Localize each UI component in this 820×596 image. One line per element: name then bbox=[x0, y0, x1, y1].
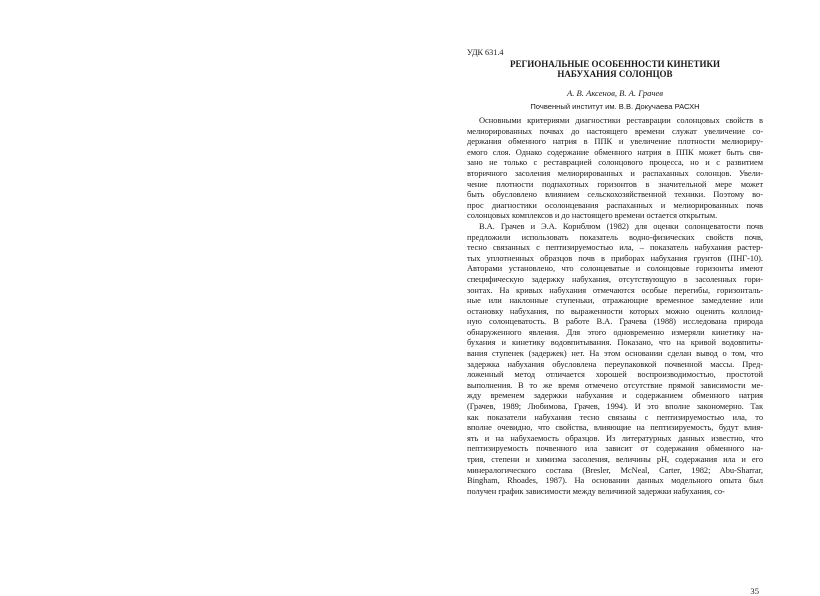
paragraph-line: ную солонцеватость. В работе В.А. Грачева (1988) исследована природа bbox=[467, 316, 763, 327]
authors: А. В. Аксенов, В. А. Грачев bbox=[566, 88, 663, 98]
paragraph-line: вторичного засоления мелиорированных и распаханных солонцов. Увели- bbox=[467, 167, 763, 178]
paragraph-line: зонтах. На кривых набухания отмечаются особые перегибы, горизонталь- bbox=[467, 284, 763, 295]
paragraph-line: как показатели набухания тесно связаны с пептизируемостью ила, то bbox=[467, 411, 763, 422]
paragraph-line: трия, степени и химизма засоления, величины pH, содержания ила и его bbox=[467, 454, 763, 464]
left-blank-page bbox=[0, 0, 410, 580]
udc-code: УДК 631.4 bbox=[467, 48, 504, 57]
paragraph-line: бухания и кинетику водовпитывания. Показано, что на кривой водовпиты- bbox=[467, 337, 763, 348]
paragraph-line: Авторами установлено, что солонцеватые и солонцовые горизонты имеют bbox=[467, 263, 763, 274]
paragraph-line: получен график зависимости между величиной задержки набухания, со- bbox=[467, 485, 725, 496]
body-text bbox=[467, 115, 763, 496]
paragraph-line: солонцовых комплексов и до настоящего времени остается открытым. bbox=[467, 210, 718, 221]
paragraph-line: остановку набухания, по выраженности которых можно оценить коллоид- bbox=[467, 305, 763, 316]
paragraph-line: задержка набухания обусловлена переупаковкой почвенной массы. Пред- bbox=[467, 358, 763, 369]
paragraph-line: предложили использовать показатель водно-физических свойств почв, bbox=[467, 231, 763, 242]
paragraph-line: обнаруженного явления. Для этого одновременно измеряли кинетику на- bbox=[467, 326, 763, 337]
article-page bbox=[467, 48, 763, 596]
article-title bbox=[467, 59, 763, 79]
paragraph-line: В.А. Грачев и Э.А. Корнблюм (1982) для оценки солонцеватости почв bbox=[479, 220, 763, 231]
paragraph-line: емого слоя. Однако содержание обменного натрия в ППК может быть свя- bbox=[467, 146, 763, 157]
paragraph-line: минералогического состава (Bresler, McNeal, Carter, 1982; Abu-Sharrar, bbox=[467, 464, 763, 475]
paragraph-line: мелиорированных почвах до настоящего времени служат увеличение со- bbox=[467, 125, 763, 136]
paragraph-line: быть обусловлено влиянием сельскохозяйственной техники. Поэтому во- bbox=[467, 189, 763, 200]
paragraph-line: вполне очевидно, что свойства, влияющие на пептизируемость, будут влия- bbox=[467, 422, 763, 433]
paragraph-line: жду временем задержки набухания и содержанием обменного натрия bbox=[467, 390, 763, 401]
paragraph-line: (Грачев, 1989; Любимова, Грачев, 1994). И это вполне закономерно. Так bbox=[467, 401, 763, 412]
paragraph-line: ные или наклонные ступеньки, отражающие временное замедление или bbox=[467, 295, 763, 306]
paragraph-line: ять и на набухаемость образцов. Из литературных данных известно, что bbox=[467, 432, 763, 443]
paragraph-line: Основными критериями диагностики реставрации солонцовых свойств в bbox=[479, 115, 763, 125]
page-number: 35 bbox=[750, 586, 759, 596]
institute: Почвенный институт им. В.В. Докучаева РАСХН bbox=[530, 102, 700, 111]
paragraph-1 bbox=[467, 115, 763, 221]
paragraph-line: чение плотности подпахотных горизонтов в значительной мере может bbox=[467, 178, 763, 189]
paragraph-line: прос диагностики осолонцевания распаханных и мелиорированных почв bbox=[467, 199, 763, 210]
paragraph-line: специфическую задержку набухания, отсутствующую в засоленных гори- bbox=[467, 273, 763, 284]
paragraph-line: выполнения. В то же время отмечено отсутствие прямой зависимости ме- bbox=[467, 379, 763, 390]
paragraph-line: вания ступенек (задержек) нет. На этом основании сделан вывод о том, что bbox=[467, 348, 763, 359]
paragraph-2 bbox=[467, 221, 763, 496]
paragraph-line: тых уплотненных образцов почв в приборах набухания грунтов (ПНГ-10). bbox=[467, 252, 763, 263]
paragraph-line: зано не только с реставрацией солонцового процесса, но и с развитием bbox=[467, 157, 763, 168]
paragraph-line: держания обменного натрия в ППК и увеличение плотности мелиориру- bbox=[467, 136, 763, 147]
title-line-2: НАБУХАНИЯ СОЛОНЦОВ bbox=[557, 69, 673, 79]
title-line-1: РЕГИОНАЛЬНЫЕ ОСОБЕННОСТИ КИНЕТИКИ bbox=[510, 59, 720, 69]
paragraph-line: пептизируемость почвенного ила зависит от содержания обменного на- bbox=[467, 443, 763, 454]
paragraph-line: Bingham, Rhoades, 1987). На основании данных модельного опыта был bbox=[467, 475, 763, 486]
paragraph-line: тесно связанных с пептизируемостью ила, – показатель набухания растер- bbox=[467, 242, 763, 253]
paragraph-line: ложенный метод отличается хорошей воспроизводимостью, простотой bbox=[467, 369, 763, 380]
